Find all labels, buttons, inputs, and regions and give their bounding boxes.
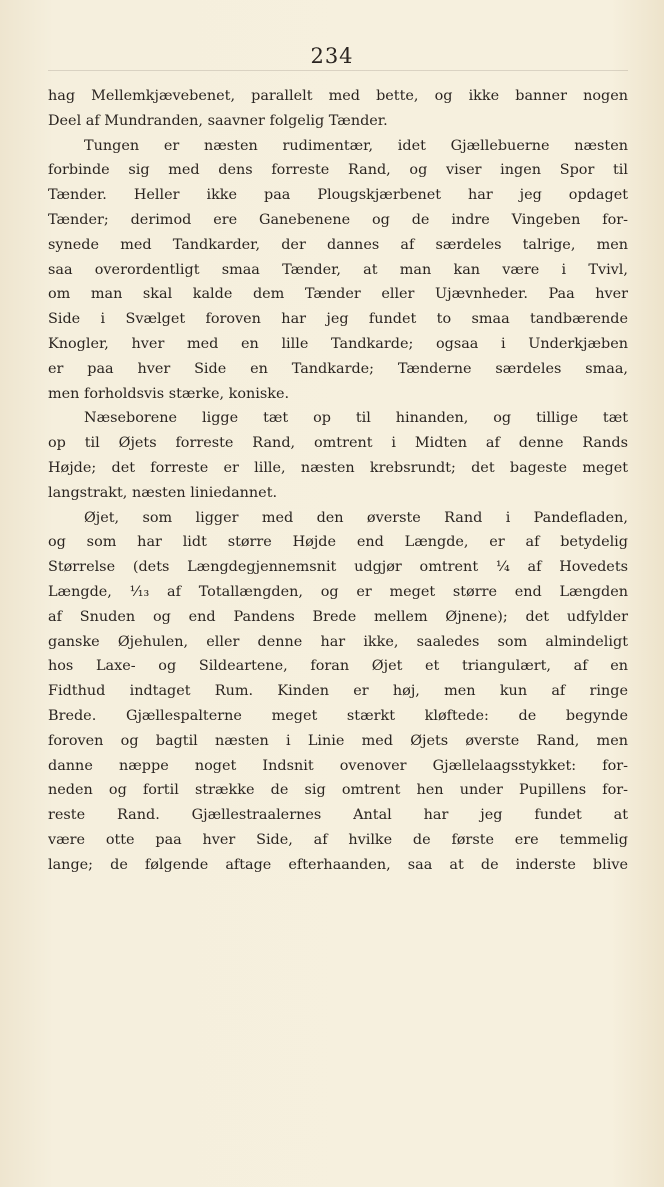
text-line: Længde, ⅟₁₃ af Totallængden, og er meget større end Længden: [48, 583, 628, 600]
text-line: Side i Svælget foroven har jeg fundet to smaa tandbærende: [48, 311, 628, 328]
text-line: er paa hver Side en Tandkarde; Tænderne særdeles smaa,: [48, 360, 628, 377]
text-line: hos Laxe- og Sildeartene, foran Øjet et triangulært, af en: [48, 658, 628, 675]
text-line: hag Mellemkjævebenet, parallelt med bette, og ikke banner nogen: [48, 88, 628, 104]
text-line: foroven og bagtil næsten i Linie med Øjets øverste Rand, men: [48, 732, 628, 749]
text-line: Knogler, hver med en lille Tandkarde; ogsaa i Underkjæben: [48, 335, 628, 352]
text-line: Højde; det forreste er lille, næsten krebsrundt; det bageste meget: [48, 459, 628, 476]
text-line: Tænder. Heller ikke paa Plougskjærbenet har jeg opdaget: [48, 187, 628, 204]
text-line: ganske Øjehulen, eller denne har ikke, saaledes som almindeligt: [48, 633, 628, 650]
text-line: Deel af Mundranden, saavner folgelig Tænder.: [48, 112, 388, 129]
text-line: danne næppe noget Indsnit ovenover Gjællelaagsstykket: for-: [48, 757, 628, 774]
text-line: forbinde sig med dens forreste Rand, og viser ingen Spor til: [48, 162, 628, 179]
text-line: være otte paa hver Side, af hvilke de første ere temmelig: [48, 831, 628, 848]
text-line: synede med Tandkarder, der dannes af særdeles talrige, men: [48, 236, 628, 253]
text-line: op til Øjets forreste Rand, omtrent i Midten af denne Rands: [48, 435, 628, 452]
text-line: saa overordentligt smaa Tænder, at man kan være i Tvivl,: [48, 261, 628, 278]
page-number: 234: [310, 44, 354, 68]
text-line: og som har lidt større Højde end Længde, er af betydelig: [48, 534, 628, 551]
text-line: Næseborene ligge tæt op til hinanden, og tillige tæt: [84, 410, 628, 427]
text-line: men forholdsvis stærke, koniske.: [48, 385, 290, 402]
text-line: neden og fortil strække de sig omtrent hen under Pupillens for-: [48, 782, 628, 799]
text-line: Fidthud indtaget Rum. Kinden er høj, men kun af ringe: [48, 683, 628, 700]
body-text: [48, 84, 628, 878]
text-line: Tænder; derimod ere Ganebenene og de indre Vingeben for-: [48, 211, 628, 228]
text-line: reste Rand. Gjællestraalernes Antal har jeg fundet at: [48, 807, 628, 824]
text-line: Øjet, som ligger med den øverste Rand i Pandefladen,: [84, 509, 628, 526]
text-line: Brede. Gjællespalterne meget stærkt kløftede: de begynde: [48, 707, 628, 724]
text-line: lange; de følgende aftage efterhaanden, saa at de inderste blive: [48, 856, 628, 873]
text-line: Størrelse (dets Længdegjennemsnit udgjør omtrent ⅟₄ af Hovedets: [48, 559, 628, 576]
text-line: om man skal kalde dem Tænder eller Ujævnheder. Paa hver: [48, 286, 628, 303]
header-rule: [48, 70, 628, 71]
text-line: langstrakt, næsten liniedannet.: [48, 484, 278, 501]
text-line: af Snuden og end Pandens Brede mellem Øjnene); det udfylder: [48, 608, 628, 625]
text-line: Tungen er næsten rudimentær, idet Gjællebuerne næsten: [84, 137, 628, 154]
